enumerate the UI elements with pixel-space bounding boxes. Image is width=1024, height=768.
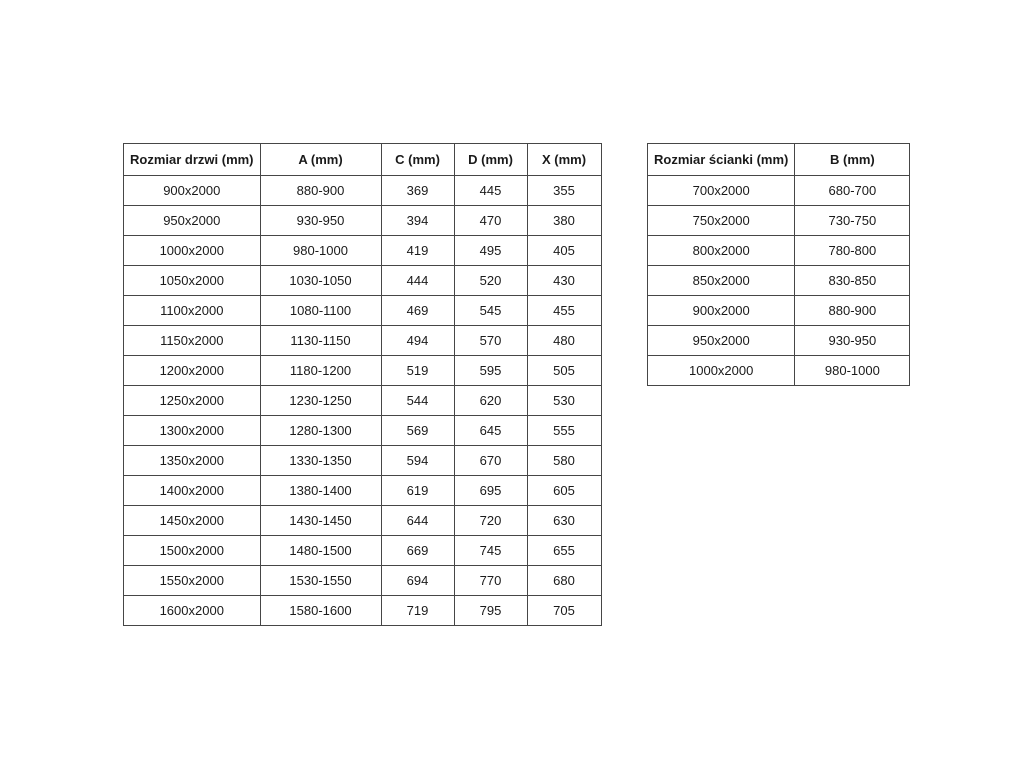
table-cell: 419 — [381, 236, 454, 266]
table-row — [648, 236, 910, 266]
table-cell: 1180-1200 — [260, 356, 381, 386]
table-cell: 1280-1300 — [260, 416, 381, 446]
table-cell: 1100x2000 — [124, 296, 261, 326]
table-cell: 430 — [527, 266, 601, 296]
table-cell: 830-850 — [795, 266, 910, 296]
table-cell: 569 — [381, 416, 454, 446]
table-cell: 1350x2000 — [124, 446, 261, 476]
table-cell: 544 — [381, 386, 454, 416]
table-cell: 1200x2000 — [124, 356, 261, 386]
table-cell: 1050x2000 — [124, 266, 261, 296]
table-cell: 445 — [454, 176, 527, 206]
table-cell: 595 — [454, 356, 527, 386]
table-header-row — [648, 144, 910, 176]
table-row — [124, 176, 602, 206]
door-dimensions-table — [123, 143, 602, 626]
table-cell: 580 — [527, 446, 601, 476]
table-cell: 1580-1600 — [260, 596, 381, 626]
table-cell: 670 — [454, 446, 527, 476]
table-cell: 380 — [527, 206, 601, 236]
table-cell: 394 — [381, 206, 454, 236]
table-row — [648, 266, 910, 296]
table-cell: 1030-1050 — [260, 266, 381, 296]
table-cell: 555 — [527, 416, 601, 446]
table-cell: 680-700 — [795, 176, 910, 206]
table-cell: 455 — [527, 296, 601, 326]
table-cell: 780-800 — [795, 236, 910, 266]
table-row — [124, 356, 602, 386]
table-cell: 1150x2000 — [124, 326, 261, 356]
table-cell: 494 — [381, 326, 454, 356]
table-cell: 545 — [454, 296, 527, 326]
table-cell: 1080-1100 — [260, 296, 381, 326]
table-cell: 1530-1550 — [260, 566, 381, 596]
table-cell: 950x2000 — [648, 326, 795, 356]
table-cell: 1130-1150 — [260, 326, 381, 356]
table-cell: 930-950 — [795, 326, 910, 356]
table-cell: 694 — [381, 566, 454, 596]
table-cell: 1300x2000 — [124, 416, 261, 446]
table-row — [124, 416, 602, 446]
table-cell: 770 — [454, 566, 527, 596]
table-cell: 680 — [527, 566, 601, 596]
table-row — [124, 266, 602, 296]
table-cell: 470 — [454, 206, 527, 236]
table-row — [124, 566, 602, 596]
table-cell: 900x2000 — [124, 176, 261, 206]
table-cell: 950x2000 — [124, 206, 261, 236]
table-cell: 1330-1350 — [260, 446, 381, 476]
table-row — [124, 326, 602, 356]
table-cell: 795 — [454, 596, 527, 626]
table-cell: 530 — [527, 386, 601, 416]
table-cell: 695 — [454, 476, 527, 506]
table-cell: 669 — [381, 536, 454, 566]
table-cell: 505 — [527, 356, 601, 386]
table-cell: 1600x2000 — [124, 596, 261, 626]
table-cell: 495 — [454, 236, 527, 266]
table-cell: 1380-1400 — [260, 476, 381, 506]
table-row — [124, 206, 602, 236]
table-cell: 1000x2000 — [124, 236, 261, 266]
column-header: C (mm) — [381, 144, 454, 176]
table-cell: 980-1000 — [795, 356, 910, 386]
table-cell: 750x2000 — [648, 206, 795, 236]
table-row — [124, 296, 602, 326]
table-cell: 620 — [454, 386, 527, 416]
table-row — [648, 296, 910, 326]
table-cell: 605 — [527, 476, 601, 506]
table-cell: 1430-1450 — [260, 506, 381, 536]
table-cell: 880-900 — [795, 296, 910, 326]
table-row — [648, 206, 910, 236]
table-row — [124, 596, 602, 626]
table-cell: 1480-1500 — [260, 536, 381, 566]
wall-panel-dimensions-table — [647, 143, 910, 386]
table-row — [124, 536, 602, 566]
table-cell: 355 — [527, 176, 601, 206]
table-cell: 369 — [381, 176, 454, 206]
table-cell: 519 — [381, 356, 454, 386]
table-cell: 1250x2000 — [124, 386, 261, 416]
table-cell: 644 — [381, 506, 454, 536]
table-cell: 570 — [454, 326, 527, 356]
column-header: X (mm) — [527, 144, 601, 176]
table-cell: 730-750 — [795, 206, 910, 236]
table-cell: 880-900 — [260, 176, 381, 206]
column-header: Rozmiar drzwi (mm) — [124, 144, 261, 176]
table-cell: 480 — [527, 326, 601, 356]
table-header-row — [124, 144, 602, 176]
table-row — [124, 476, 602, 506]
column-header: Rozmiar ścianki (mm) — [648, 144, 795, 176]
table-cell: 700x2000 — [648, 176, 795, 206]
table-row — [648, 176, 910, 206]
table-cell: 1500x2000 — [124, 536, 261, 566]
table-cell: 469 — [381, 296, 454, 326]
table-cell: 645 — [454, 416, 527, 446]
table-cell: 655 — [527, 536, 601, 566]
table-cell: 619 — [381, 476, 454, 506]
table-row — [124, 236, 602, 266]
table-row — [124, 506, 602, 536]
table-cell: 444 — [381, 266, 454, 296]
table-cell: 800x2000 — [648, 236, 795, 266]
table-cell: 630 — [527, 506, 601, 536]
table-cell: 520 — [454, 266, 527, 296]
table-cell: 1000x2000 — [648, 356, 795, 386]
column-header: D (mm) — [454, 144, 527, 176]
table-row — [124, 386, 602, 416]
table-cell: 745 — [454, 536, 527, 566]
table-cell: 1450x2000 — [124, 506, 261, 536]
table-cell: 850x2000 — [648, 266, 795, 296]
table-cell: 594 — [381, 446, 454, 476]
table-cell: 1400x2000 — [124, 476, 261, 506]
table-cell: 719 — [381, 596, 454, 626]
table-cell: 1230-1250 — [260, 386, 381, 416]
column-header: A (mm) — [260, 144, 381, 176]
table-cell: 1550x2000 — [124, 566, 261, 596]
column-header: B (mm) — [795, 144, 910, 176]
table-cell: 930-950 — [260, 206, 381, 236]
table-cell: 720 — [454, 506, 527, 536]
table-cell: 705 — [527, 596, 601, 626]
table-row — [124, 446, 602, 476]
table-cell: 980-1000 — [260, 236, 381, 266]
table-row — [648, 326, 910, 356]
table-cell: 405 — [527, 236, 601, 266]
table-row — [648, 356, 910, 386]
table-cell: 900x2000 — [648, 296, 795, 326]
